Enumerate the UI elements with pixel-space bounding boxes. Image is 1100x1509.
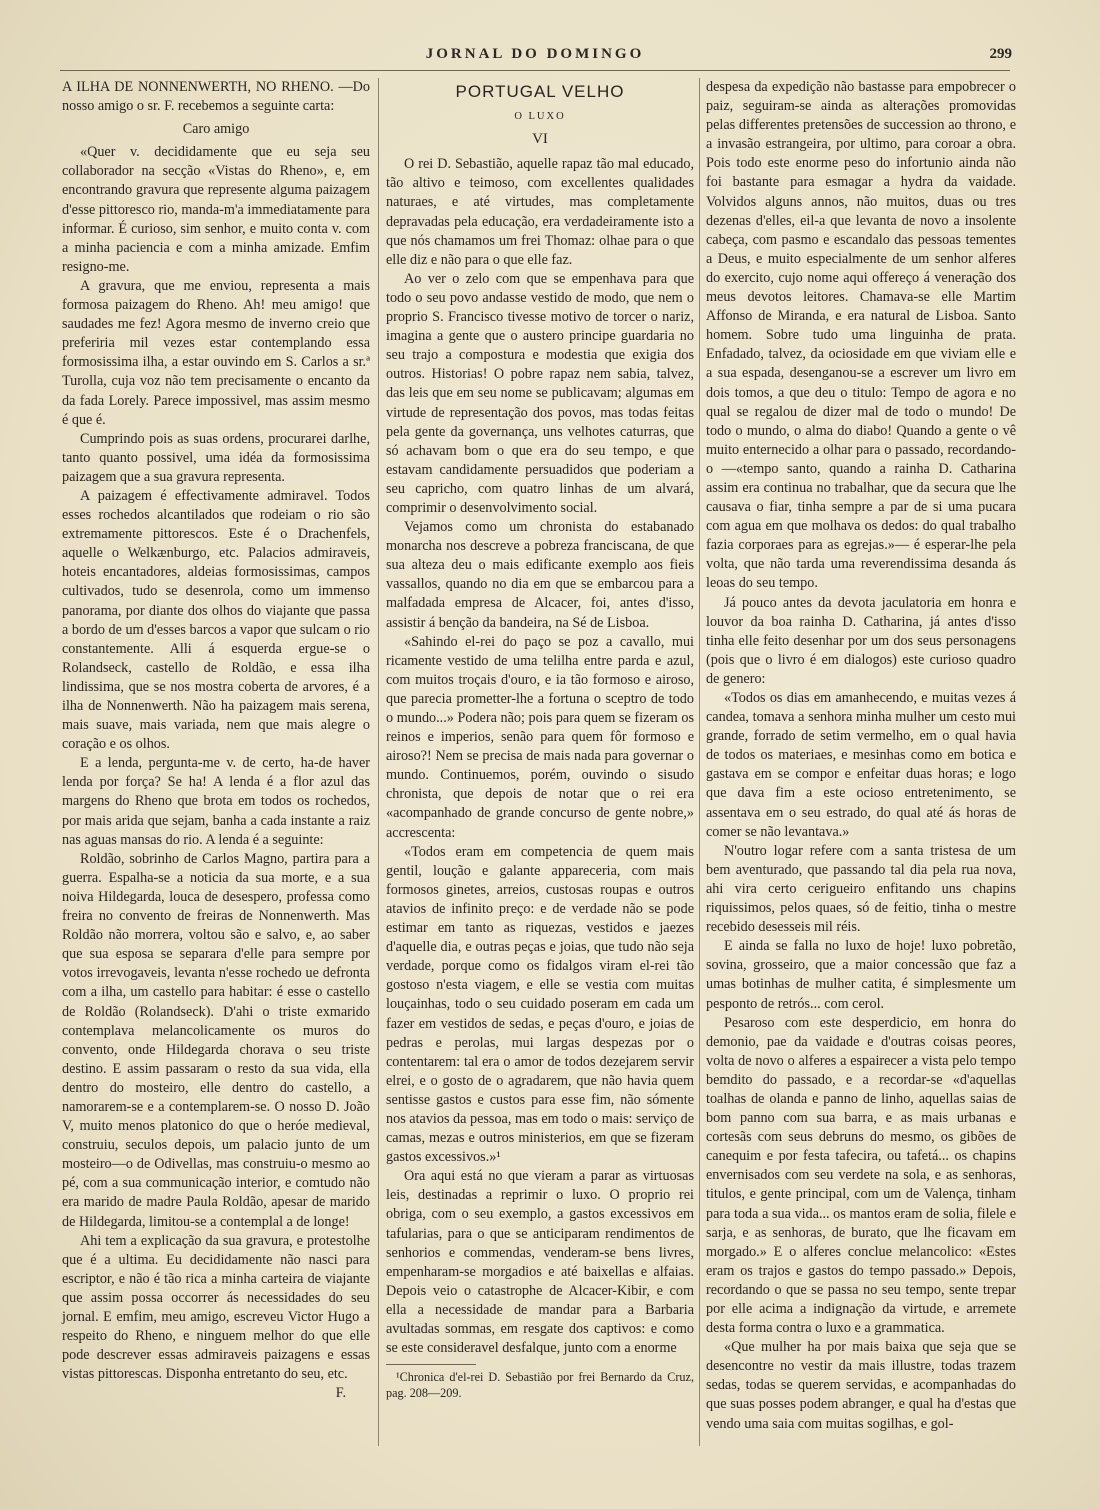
- article-part-number: VI: [532, 131, 548, 148]
- newspaper-title: JORNAL DO DOMINGO: [425, 46, 645, 62]
- footnote: ¹Chronica d'el-rei D. Sebastião por frei Bernardo da Cruz, pag. 208—209.: [386, 1370, 694, 1401]
- paragraph: despesa da expedição não bastasse para empobrecer o paiz, seguiram-se ainda as alterações promovidas pelas differentes pretensões de succession ao throno, e a invasão estrangeira, por ultimo, para coroar a obra. Pois todo este enorme peso do infortunio ainda não foi bastante para esmagar a hydra da vaidade. Volvidos alguns annos, não muitos, duas ou tres dezenas d'elles, eil-a que levanta de novo a insolente cabeça, com pasmo e escandalo das pessoas tementes a Deus, e muito especialmente de um senhor alferes do exercito, cujo nome aqui offereço á veneração dos meus devotos leitores. Chamava-se elle Martim Affonso de Miranda, e era natural de Lisboa. Santo homem. Sobre tudo uma linguinha de prata. Enfadado, talvez, da ociosidade em que viviam elle e a sua espada, desenganou-se a escrever um livro em dois tomos, a que deu o titulo: Tempo de agora e no qual se regalou de dizer mal de todo o mundo! De todo o mundo, o alma do diabo! Quando a gente o vê muito enternecido a olhar para o passado, recordando-o —«tempo santo, quando a rainha D. Catharina assim era continua no trabalhar, que da secura que lhe causava o fiar, tinha sempre a par de si uma pucara com agua em que molhava os dedos: do qual trabalho fazia corporaes para as egrejas.»— é esperar-lhe pela volta, que não tarda uma reverendissima desanda ás leoas do seu tempo.: [706, 79, 1016, 592]
- paragraph: Ao ver o zelo com que se empenhava para que todo o seu povo andasse vestido de modo, que nem o proprio S. Francisco tivesse motivo de torcer o nariz, imagina a gente que o austero principe guardaria no seu trajo a compostura e modestia que exigia dos outros. Historias! O pobre rapaz nem sabia, talvez, das leis que em seu nome se publicavam; algumas em virtude de representação dos povos, mas todas feitas pela gente da governança, uns velhotes caturras, que só achavam bom o que era do seu tempo, e que estavam candidamente persuadidos que poderiam a seu capricho, com quatro linhas de um alvará, comprimir o desenvolvimento social.: [386, 270, 694, 516]
- paragraph: Pesaroso com este desperdicio, em honra do demonio, pae da vaidade e d'outras coisas peores, volta de novo o alferes a espairecer a vista pelo tempo bemdito do passado, e a recordar-se «d'aquellas toalhas de olanda e panno de linho, aquellas saias de bom panno com sua barra, e as mais urbanas e cortesãs com seus debruns do mesmo, os gibões de canequim e por festa tafecira, ou tafetá... os chapins envernisados com seu verdete na sola, e as senhoras, titulos, e gente principal, com um de Valença, tinham para toda a sua vida... os mantos eram de solia, filele e sarja, e as senhoras, de burato, que lhe ficavam em morgado.» E o alferes conclue melancolico: «Estes eram os trajos e gastos do tempo passado.» Depois, recordando o que se passa no seu tempo, sente trepar por elle acima a indignação da virtude, e arremete desta forma contra o luxo e a grammatica.: [706, 1014, 1016, 1337]
- article-title: PORTUGAL VELHO: [455, 82, 625, 101]
- paragraph: «Todos eram em competencia de quem mais gentil, loução e galante appareceria, com mais formosos ginetes, arreios, custosas roupas e outros atavios de infinito preço: e de verdade não se pode estimar em tanto as riquezas, vestidos e jaezes d'aquelle dia, e outras peças e joias, que tudo não seja verdade, porque como os fidalgos viram el-rei tão gostoso n'esta viagem, e elle se vestia com muitas louçainhas, todo o seu cuidado poseram em cada um fazer em vestidos de sedas, e peças d'ouro, e joias de pedras e perolas, mui largas despezas por o contentarem: tal era o amor de todos dezejarem servir elrei, e o gosto de o agradarem, que não havia quem sentisse gastos e custos para esse fim, não sómente nos atavios da pessoa, mas em todo o mais: serviço de camas, mezas e outros ministerios, em que se fizeram gastos excessivos.»¹: [386, 843, 694, 1166]
- paragraph: «Todos os dias em amanhecendo, e muitas vezes á candea, tomava a senhora minha mulher um cesto mui grande, forrado de setim vermelho, em o qual havia de todos os materiaes, e mesinhas como em botica e gastava em se compor e enfeitar duas horas; e logo que dava fim a este ocioso entretenimento, se assentava em o seu estrado, do qual até ás horas de comer se não levantava.»: [706, 690, 1016, 840]
- right-column: [706, 78, 1016, 1434]
- paragraph: Ahi tem a explicação da sua gravura, e protestolhe que é a ultima. Eu decididamente não nasci para escriptor, e não é tão rica a minha carteira de viajante que assim possa occorrer ás necessidades do seu jornal. E emfim, meu amigo, escreveu Victor Hugo a respeito do Rheno, e ninguem melhor do que elle pode descrever essas admiraveis paizagens e essas vistas pittorescas. Disponha entretanto do seu, etc.: [62, 1232, 370, 1383]
- paragraph: A paizagem é effectivamente admiravel. Todos esses rochedos alcantilados que rodeiam o rio são extremamente pittorescos. Este é o Drachenfels, aquelle o Welkænburgo, etc. Palacios admiraveis, hoteis encantadores, aldeias formosissimas, campos cultivados, tudo se desenrola, como um immenso panorama, por diante dos olhos do viajante que passa a bordo de um d'esses barcos a vapor que sulcam o rio constantemente. Alli á esquerda ergue-se o Rolandseck, castello de Roldão, e essa ilha lindissima, que se nos mostra coberta de arvores, é a ilha de Nonnenwerth. Não ha paizagem mais serena, mais suave, mais variada, nem que mais alegre o coração e os olhos.: [62, 487, 370, 753]
- article-intro: A ILHA DE NONNENWERTH, NO RHENO. —Do nosso amigo o sr. F. recebemos a seguinte carta:: [62, 79, 370, 115]
- paragraph: «Sahindo el-rei do paço se poz a cavallo, mui ricamente vestido de uma telilha entre parda e azul, com muitos troçais d'ouro, e ia tão formoso e airoso, que parecia prometter-lhe a fortuna o sceptro de todo o mundo...» Podera não; pois para quem se fizeram os reinos e imperios, senão para quem fôr formoso e airoso?! Nem se precisa de mais nada para governar o mundo. Continuemos, porém, ouvindo o sisudo chronista, que depois de notar que o rei era «acompanhado de grande concurso de gente nobre,» accrescenta:: [386, 633, 694, 841]
- page-number: 299: [989, 46, 1012, 62]
- paragraph: «Quer v. decididamente que eu seja seu collaborador na secção «Vistas do Rheno», e, em encontrando gravura que represente alguma paizagem d'esse pittoresco rio, manda-m'a immediatamente para informar. É curioso, sim senhor, e muito conta v. com a minha paciencia e com a minha amizade. Emfim resigno-me.: [62, 144, 370, 275]
- paragraph: O rei D. Sebastião, aquelle rapaz tão mal educado, tão altivo e teimoso, com excellentes qualidades naturaes, e até virtudes, mas completamente depravadas pela educação, era verdadeiramente isto a que nós chamamos um frei Thomaz: olhae para o que elle diz e não para o que elle faz.: [386, 156, 694, 268]
- paragraph: Ora aqui está no que vieram a parar as virtuosas leis, destinadas a reprimir o luxo. O proprio rei obriga, com o seu exemplo, a gastos excessivos em tafularias, para o que se anticiparam rendimentos de senhorios e commendas, venderam-se bens livres, empenharam-se morgadios e até baixellas e alfaias. Depois veio o catastrophe de Alcacer-Kibir, e com ella a necessidade de mandar para a Barbaria avultadas sommas, em resgate dos captivos: e como se este consideravel desfalque, junto com a enorme: [386, 1168, 694, 1357]
- paragraph: Vejamos como um chronista do estabanado monarcha nos descreve a pobreza franciscana, de que sua alteza deu o mais edificante exemplo aos fieis vassallos, quando no dia em que se embarcou para a malfadada empresa de Alcacer, foi, antes d'isso, assistir á benção da bandeira, na Sé de Lisboa.: [386, 519, 694, 631]
- paragraph: Cumprindo pois as suas ordens, procurarei darlhe, tanto quanto possivel, uma idéa da formosissima paizagem que a sua gravura representa.: [62, 430, 370, 485]
- article-subtitle: O LUXO: [514, 111, 566, 123]
- paragraph: E ainda se falla no luxo de hoje! luxo pobretão, sovina, grosseiro, que a maior concessão que faz a umas botinhas de mulher catita, é simplesmente um pesponto de retrós... com cerol.: [706, 938, 1016, 1012]
- paragraph: E a lenda, pergunta-me v. de certo, ha-de haver lenda por força? Se ha! A lenda é a flor azul das margens do Rheno que brota em todos os rochedos, por mais arida que sejam, banha a cada instante a raiz nas aguas mansas do rio. A lenda é a seguinte:: [62, 755, 370, 848]
- column-divider: [378, 78, 379, 1446]
- footnote-divider: [386, 1364, 476, 1365]
- letter-signature: F.: [335, 1385, 346, 1402]
- paragraph: Roldão, sobrinho de Carlos Magno, partira para a guerra. Espalha-se a noticia da sua morte, e a sua noiva Hildegarda, louca de desespero, professa como freira no convento de freiras de Nonnenwerth. Mas Roldão não morrera, voltou são e salvo, e, ao saber que sua esposa se separara d'elle para sempre por votos irrevogaveis, levanta n'esse rochedo ue defronta com a ilha, um castello para habitar: é esse o castello de Roldão (Rolandseck). D'ahi o triste exmarido contemplava melancolicamente os muros do convento, onde Hildegarda chorava o seu triste destino. E assim passaram o resto da sua vida, ella dentro do mosteiro, elle dentro do castello, a namorarem-se e a contemplarem-se. O nosso D. João V, muito menos platonico do que o heróe medieval, construiu, seculos depois, um palacio junto de um mosteiro—o de Odivellas, mas construiu-o mesmo ao pé, com a sua communicação interior, e comtudo não era marido de madre Paula Roldão, apesar de marido de Hildegarda, limitou-se a contemplal a de longe!: [62, 850, 370, 1230]
- column-divider: [699, 78, 700, 1446]
- left-column: [62, 78, 370, 1403]
- middle-column: [386, 78, 694, 1401]
- paragraph: «Que mulher ha por mais baixa que seja que se desencontre no vestir da mais illustre, todas trazem sedas, todas se querem servidas, e acompanhadas do que suas posses podem abranger, e qual ha d'estas que vendo uma saia com muitas sogilhas, e gol-: [706, 1339, 1016, 1432]
- paragraph: N'outro logar refere com a santa tristesa de um bem aventurado, que passando tal dia pela rua nova, ahi vira certo cerigueiro enfitando uns chapins riquissimos, pelos quaes, só de feitio, tinha o mestre recebido desesseis mil réis.: [706, 842, 1016, 936]
- letter-salutation: Caro amigo: [182, 121, 250, 138]
- page-header: [60, 44, 1010, 71]
- paragraph: A gravura, que me enviou, representa a mais formosa paizagem do Rheno. Ah! meu amigo! que saudades me fez! Agora mesmo de inverno creio que preferiria mil vezes estar contemplando essa formosissima ilha, a estar ouvindo em S. Carlos a sr.ª Turolla, cuja voz não tem precisamente o encanto da da fada Lorely. Parece impossivel, mas assim mesmo é que é.: [62, 277, 370, 428]
- paragraph: Já pouco antes da devota jaculatoria em honra e louvor da boa rainha D. Catharina, já antes d'isso tinha elle feito desenhar por um dos seus personagens (pois que o livro é em dialogos) este curioso quadro de genero:: [706, 594, 1016, 687]
